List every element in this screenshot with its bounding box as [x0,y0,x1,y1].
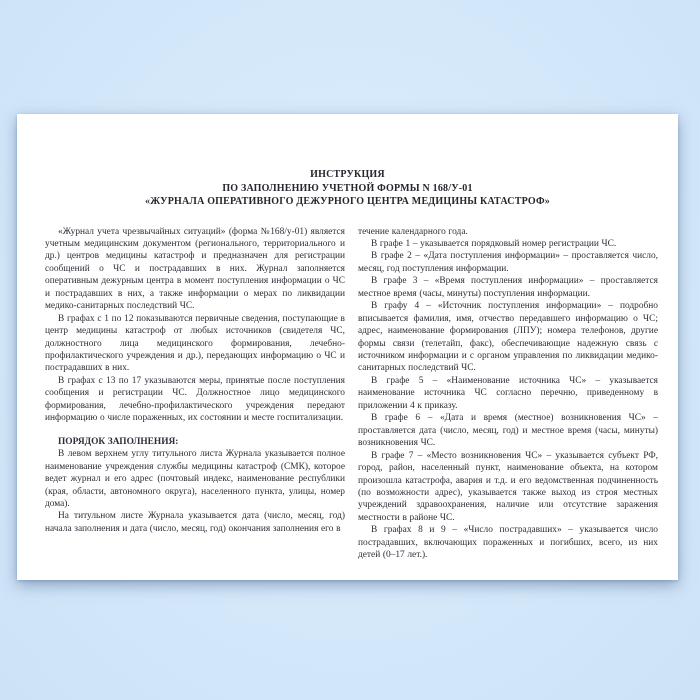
document-body [17,226,678,562]
paragraph: В графе 3 – «Время поступления информации» – проставляется местное время (часы, минуты) поступления информации. [358,276,658,299]
paragraph: В графе 1 – указывается порядковый номер регистрации ЧС. [371,238,617,249]
section-heading: ПОРЯДОК ЗАПОЛНЕНИЯ: [58,436,179,447]
paragraph: В графу 4 – «Источник поступления информации» – подробно вписывается фамилия, имя, отчество передавшего информацию о ЧС; адрес, наименование формирования (ЛПУ); номера телефонов, другие формы связи (телетайп, факс), обеспечивающие надежную связь с источником информации и с органом управления по ликвидации медико-санитарных последствий ЧС. [358,301,658,374]
paragraph: «Журнал учета чрезвычайных ситуаций» (форма №168/у-01) является учетным медицинским документом (регионального, территориального и др.) центров медицины катастроф и предназначен для регистрации сообщений о ЧС и пострадавших в них. Журнал заполняется оперативным дежурным центра в момент поступления информации о ЧС и пострадавших в них, а также информации о мерах по ликвидации медико-санитарных последствий ЧС. [45,226,345,312]
paragraph: В графах с 13 по 17 указываются меры, принятые после поступления сообщения и регистрации ЧС. Должностное лицо медицинского формирования, лечебно-профилактического учреждения передают информацию о числе пораженных, их состоянии и месте госпитализации. [45,375,345,424]
paragraph-continuation: течение календарного года. [358,226,468,237]
paragraph: В графах 8 и 9 – «Число пострадавших» – указывается число пострадавших, включающих пораженных и погибших, всего, из них детей (0–17 лет.). [358,525,658,561]
document-title-line: ПО ЗАПОЛНЕНИЮ УЧЕТНОЙ ФОРМЫ N 168/У-01 [222,182,473,194]
paragraph: В графе 7 – «Место возникновения ЧС» – указывается субъект РФ, город, район, населенный пункт, наименование объекта, на котором произошла катастрофа, авария и т.д. и его ведомственная подчиненность (по возможности адрес), указывается также выход из строя местных учреждений здравоохранения, наличие или отсутствие заражения местности в районе ЧС. [358,450,658,523]
document-title-line: ИНСТРУКЦИЯ [310,169,385,180]
document-page [17,114,678,580]
paragraph: В графе 2 – «Дата поступления информации» – проставляется число, месяц, год поступления информации. [358,251,658,274]
left-column [45,226,345,562]
document-title [17,168,678,209]
paragraph: На титульном листе Журнала указывается дата (число, месяц, год) начала заполнения и дата (число, месяц, год) окончания заполнения его в [45,511,345,534]
paragraph: В левом верхнем углу титульного листа Журнала указывается полное наименование учреждения службы медицины катастроф (СМК), которое ведет журнал и его адрес (почтовый индекс, наименование республики (края, области, автономного округа), населенного пункта, улицы, номер дома). [45,449,345,510]
paragraph: В графе 5 – «Наименование источника ЧС» – указывается наименование источника ЧС согласно перечню, приведенному в приложении 4 к приказу. [358,375,658,411]
document-title-line: «ЖУРНАЛА ОПЕРАТИВНОГО ДЕЖУРНОГО ЦЕНТРА МЕДИЦИНЫ КАТАСТРОФ» [145,196,550,207]
paragraph: В графах с 1 по 12 показываются первичные сведения, поступающие в центр медицины катастроф от любых источников (свидетеля ЧС, должностного лица медицинского формирования, лечебно-профилактического учреждения и др.), передающих информацию о ЧС и пострадавших в них. [45,313,345,374]
paragraph: В графе 6 – «Дата и время (местное) возникновения ЧС» – проставляется дата (число, месяц, год) и местное время (часы, минуты) возникновения ЧС. [358,413,658,449]
right-column [358,226,658,562]
